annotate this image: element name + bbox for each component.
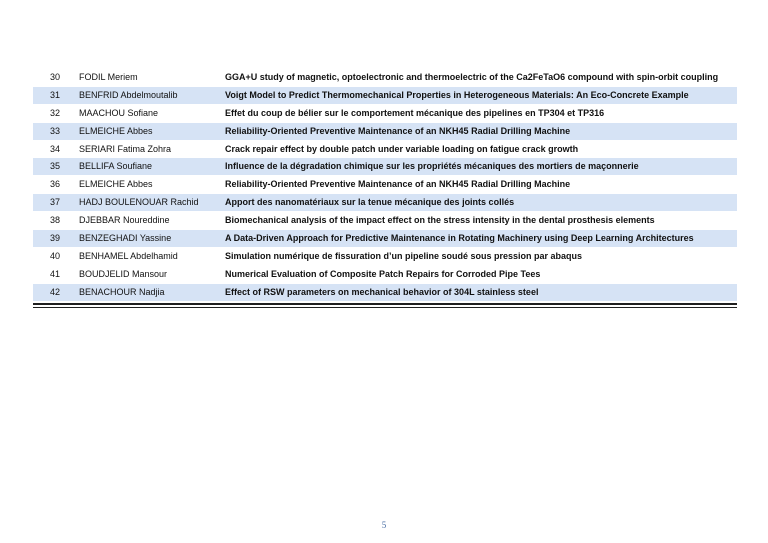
author-name: SERIARI Fatima Zohra bbox=[79, 143, 172, 154]
author-name: DJEBBAR Noureddine bbox=[79, 215, 170, 226]
page-number: 5 bbox=[381, 520, 387, 530]
row-number: 33 bbox=[50, 125, 61, 136]
row-number: 37 bbox=[50, 197, 61, 208]
row-number: 32 bbox=[50, 107, 61, 118]
schedule-table bbox=[33, 69, 737, 302]
table-row bbox=[33, 194, 737, 212]
paper-title: Simulation numérique de fissuration d’un pipeline soudé sous pression par abaqus bbox=[225, 250, 583, 261]
row-number: 41 bbox=[50, 268, 61, 279]
author-name: ELMEICHE Abbes bbox=[79, 179, 153, 190]
row-number: 34 bbox=[50, 143, 61, 154]
paper-title: Numerical Evaluation of Composite Patch Repairs for Corroded Pipe Tees bbox=[225, 268, 541, 279]
paper-title: Reliability-Oriented Preventive Maintenance of an NKH45 Radial Drilling Machine bbox=[225, 125, 571, 136]
table-row bbox=[33, 105, 737, 123]
paper-title: Apport des nanomatériaux sur la tenue mécanique des joints collés bbox=[225, 197, 515, 208]
paper-title: Effect of RSW parameters on mechanical behavior of 304L stainless steel bbox=[225, 286, 539, 297]
author-name: BENHAMEL Abdelhamid bbox=[79, 250, 178, 261]
table-row bbox=[33, 248, 737, 266]
author-name: BOUDJELID Mansour bbox=[79, 268, 168, 279]
table-row bbox=[33, 69, 737, 87]
row-number: 39 bbox=[50, 233, 61, 244]
row-number: 40 bbox=[50, 250, 61, 261]
author-name: MAACHOU Sofiane bbox=[79, 107, 159, 118]
author-name: BENZEGHADI Yassine bbox=[79, 233, 172, 244]
table-bottom-rule-thin bbox=[33, 307, 737, 308]
paper-title: Crack repair effect by double patch under variable loading on fatigue crack growth bbox=[225, 143, 579, 154]
table-row bbox=[33, 158, 737, 176]
row-number: 36 bbox=[50, 179, 61, 190]
table-row bbox=[33, 176, 737, 194]
row-number: 30 bbox=[50, 72, 61, 82]
paper-title: A Data-Driven Approach for Predictive Maintenance in Rotating Machinery using Deep Learning Architectures bbox=[225, 233, 694, 244]
table-bottom-rule bbox=[33, 303, 737, 305]
row-number: 42 bbox=[50, 286, 61, 297]
paper-title: GGA+U study of magnetic, optoelectronic and thermoelectric of the Ca2FeTaO6 compound with spin-orbit coupling bbox=[225, 72, 719, 82]
author-name: HADJ BOULENOUAR Rachid bbox=[79, 197, 199, 208]
paper-title: Biomechanical analysis of the impact effect on the stress intensity in the dental prosthesis elements bbox=[225, 215, 655, 226]
author-name: BENFRID Abdelmoutalib bbox=[79, 89, 178, 100]
table-row bbox=[33, 230, 737, 248]
paper-title: Influence de la dégradation chimique sur les propriétés mécaniques des mortiers de maçonnerie bbox=[225, 161, 639, 172]
paper-title: Reliability-Oriented Preventive Maintenance of an NKH45 Radial Drilling Machine bbox=[225, 179, 571, 190]
table-row bbox=[33, 141, 737, 159]
paper-title: Effet du coup de bélier sur le comportement mécanique des pipelines en TP304 et TP316 bbox=[225, 107, 605, 118]
table-row bbox=[33, 87, 737, 105]
table-row bbox=[33, 212, 737, 230]
author-name: BELLIFA Soufiane bbox=[79, 161, 153, 172]
row-number: 31 bbox=[50, 89, 61, 100]
table-row bbox=[33, 266, 737, 284]
author-name: FODIL Meriem bbox=[79, 72, 138, 82]
paper-title: Voigt Model to Predict Thermomechanical Properties in Heterogeneous Materials: An Eco-Concrete Example bbox=[225, 89, 689, 100]
author-name: BENACHOUR Nadjia bbox=[79, 286, 165, 297]
table-row bbox=[33, 123, 737, 141]
table-row bbox=[33, 284, 737, 302]
row-number: 38 bbox=[50, 215, 61, 226]
author-name: ELMEICHE Abbes bbox=[79, 125, 153, 136]
row-number: 35 bbox=[50, 161, 61, 172]
